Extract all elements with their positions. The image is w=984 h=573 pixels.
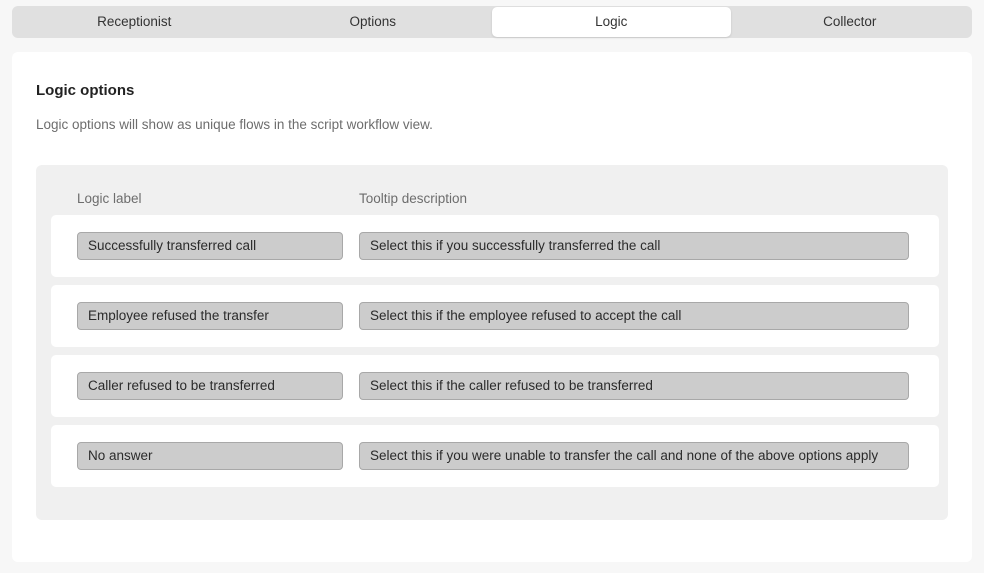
tooltip-description-input-4[interactable]: Select this if you were unable to transfer the call and none of the above options apply: [359, 442, 909, 470]
tab-collector[interactable]: Collector: [823, 14, 877, 29]
logic-label-input-1[interactable]: Successfully transferred call: [77, 232, 343, 260]
logic-options-list: [51, 215, 939, 495]
list-item: [51, 285, 939, 347]
column-header-logic-label: Logic label: [77, 191, 142, 206]
tooltip-description-input-1[interactable]: Select this if you successfully transferred the call: [359, 232, 909, 260]
logic-label-input-3[interactable]: Caller refused to be transferred: [77, 372, 343, 400]
tab-receptionist[interactable]: Receptionist: [97, 14, 172, 29]
logic-label-input-2[interactable]: Employee refused the transfer: [77, 302, 343, 330]
list-item: [51, 425, 939, 487]
page-subtitle: Logic options will show as unique flows in the script workflow view.: [36, 117, 433, 132]
list-item: [51, 215, 939, 277]
tab-logic[interactable]: Logic: [492, 7, 731, 37]
tooltip-description-input-3[interactable]: Select this if the caller refused to be transferred: [359, 372, 909, 400]
logic-options-panel: [36, 165, 948, 520]
tab-options[interactable]: Options: [349, 14, 397, 29]
column-header-tooltip-description: Tooltip description: [359, 191, 468, 206]
list-item: [51, 355, 939, 417]
logic-label-input-4[interactable]: No answer: [77, 442, 343, 470]
tooltip-description-input-2[interactable]: Select this if the employee refused to accept the call: [359, 302, 909, 330]
tab-bar: [12, 6, 972, 38]
page-title: Logic options: [36, 82, 135, 99]
logic-options-card: [12, 52, 972, 562]
